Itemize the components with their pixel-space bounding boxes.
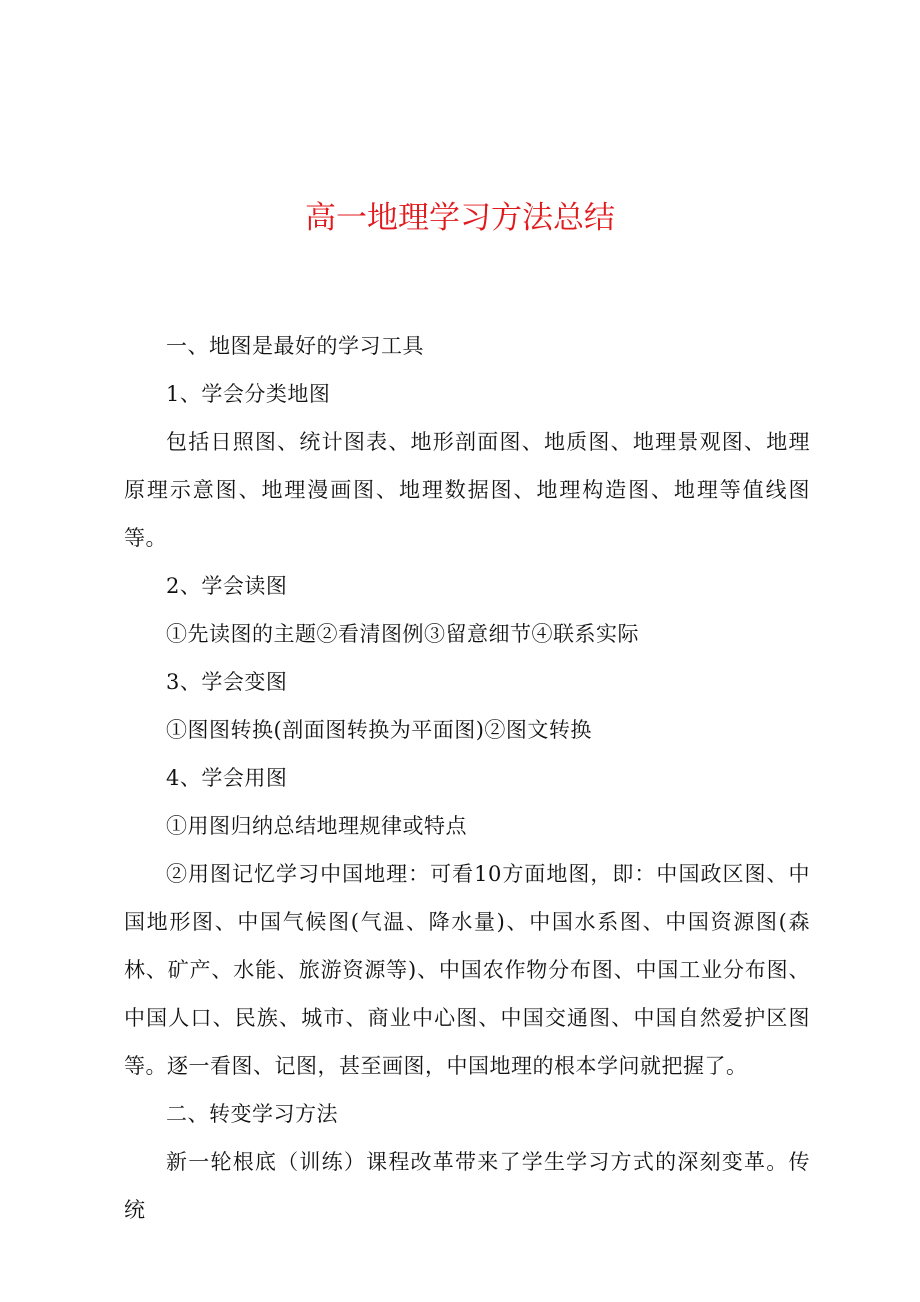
- paragraph-reform: 新一轮根底（训练）课程改革带来了学生学习方式的深刻变革。传统: [124, 1150, 810, 1222]
- section-heading-maps: 一、地图是最好的学习工具: [166, 334, 424, 358]
- paragraph-read-steps: ①先读图的主题②看清图例③留意细节④联系实际: [166, 622, 639, 646]
- page-title: 高一地理学习方法总结: [305, 200, 615, 236]
- subheading-use-maps: 4、学会用图: [166, 766, 288, 790]
- subheading-classify-maps: 1、学会分类地图: [166, 382, 331, 406]
- subheading-read-maps: 2、学会读图: [166, 574, 288, 598]
- document-body: [124, 322, 810, 1234]
- section-heading-methods: 二、转变学习方法: [166, 1102, 338, 1126]
- subheading-convert-maps: 3、学会变图: [166, 670, 288, 694]
- paragraph-use-step-1: ①用图归纳总结地理规律或特点: [166, 814, 467, 838]
- paragraph-map-types: 包括日照图、统计图表、地形剖面图、地质图、地理景观图、地理原理示意图、地理漫画图、地理数据图、地理构造图、地理等值线图等。: [124, 430, 810, 550]
- paragraph-convert-steps: ①图图转换(剖面图转换为平面图)②图文转换: [166, 718, 592, 742]
- paragraph-use-step-2: ②用图记忆学习中国地理：可看10方面地图，即：中国政区图、中国地形图、中国气候图(气温、降水量)、中国水系图、中国资源图(森林、矿产、水能、旅游资源等)、中国农作物分布图、中国工业分布图、中国人口、民族、城市、商业中心图、中国交通图、中国自然爱护区图等。逐一看图、记图，甚至画图，中国地理的根本学问就把握了。: [124, 862, 810, 1078]
